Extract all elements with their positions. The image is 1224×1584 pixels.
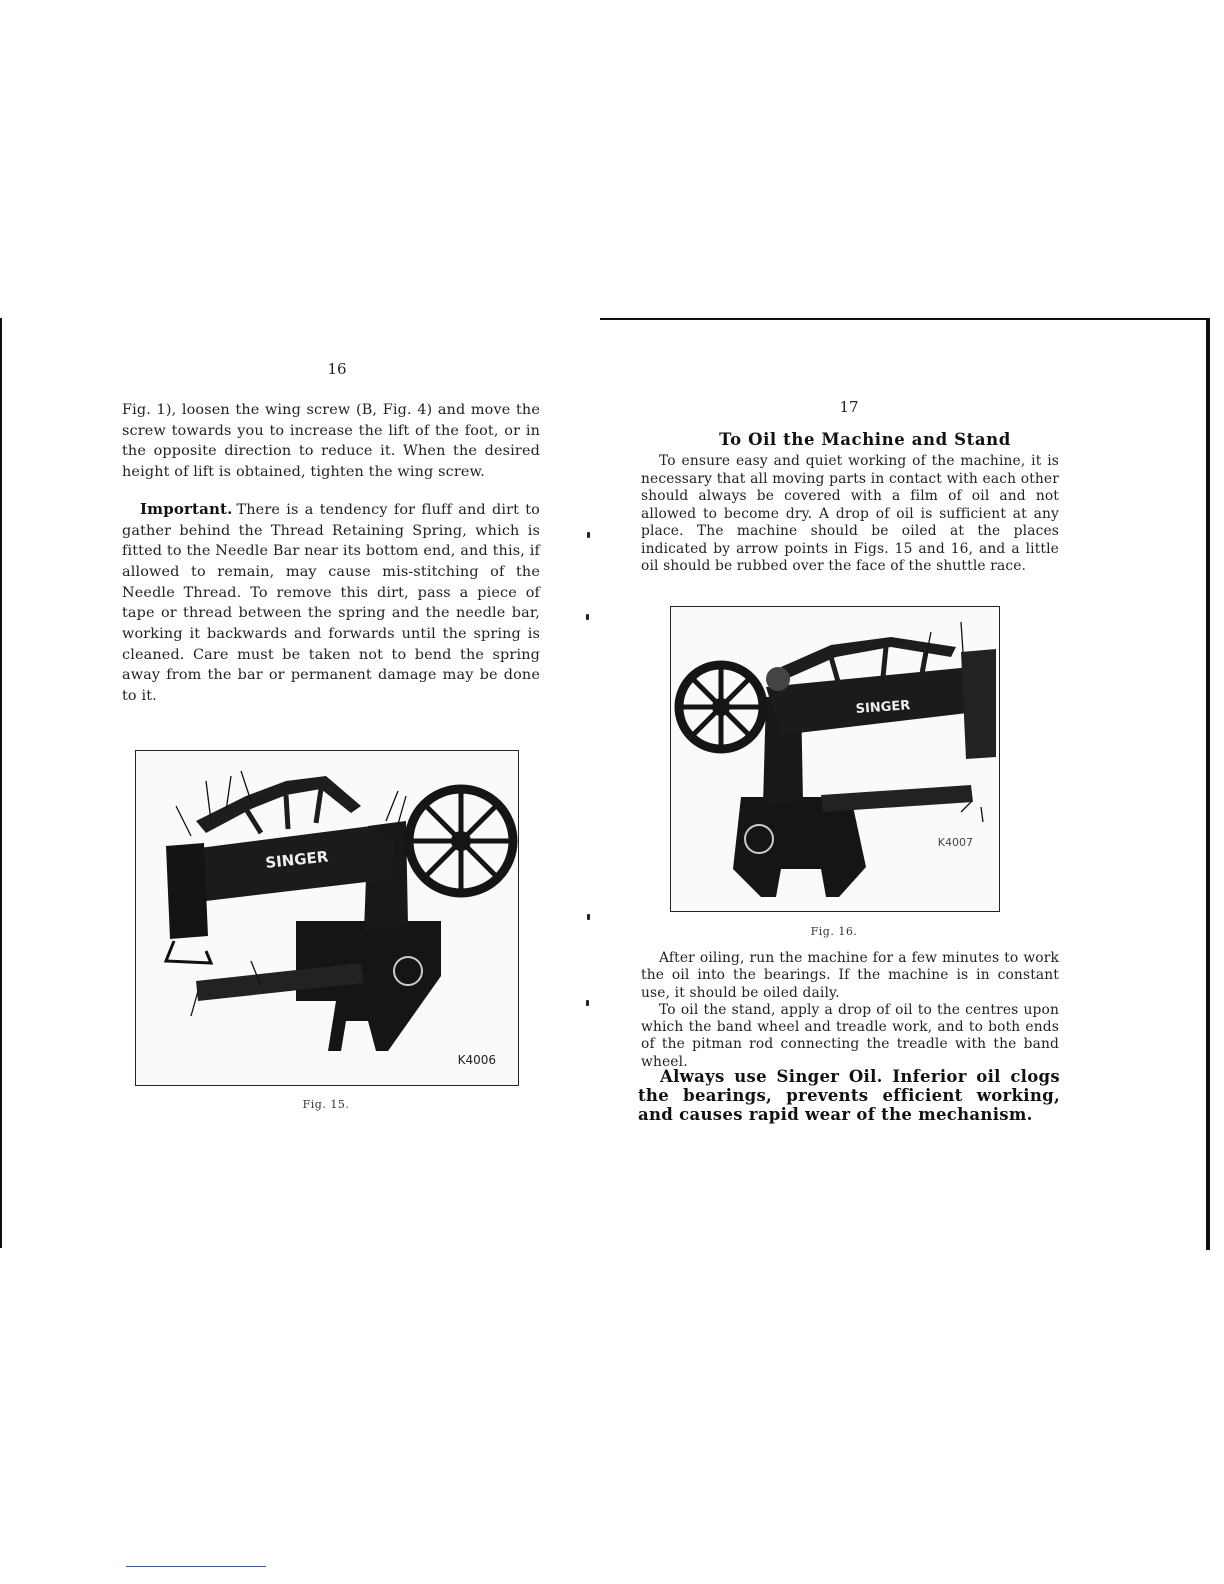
paragraph-important bbox=[122, 499, 540, 707]
page-number-right: 17 bbox=[839, 398, 859, 416]
figure-16-frame bbox=[670, 606, 1000, 912]
important-label: Important. bbox=[140, 499, 233, 518]
sewing-machine-illustration-15 bbox=[136, 751, 518, 1085]
figure-16-caption: Fig. 16. bbox=[810, 925, 858, 938]
paragraph-oiling-intro: To ensure easy and quiet working of the machine, it is necessary that all moving parts in contact with each other should always be covered with a film of oil and not allowed to become dry. A drop of oil is sufficient at any place. The machine should be oiled at the places indicated by arrow points in Figs. 15 and 16, and a little oil should be rubbed over the face of the shuttle race. bbox=[641, 453, 1059, 574]
sewing-machine-illustration-16 bbox=[671, 607, 999, 911]
paragraph-oil-stand: To oil the stand, apply a drop of oil to the centres upon which the band wheel and treadle work, and to both ends of the pitman rod connecting the treadle with the band wheel. bbox=[641, 1001, 1059, 1070]
figure-15-frame bbox=[135, 750, 519, 1086]
page-number-left: 16 bbox=[327, 360, 347, 378]
machine-brand-label-15: SINGER bbox=[264, 847, 330, 872]
scan-bottom-rule bbox=[126, 1566, 266, 1567]
left-text-block bbox=[122, 400, 540, 707]
machine-brand-label-16: SINGER bbox=[855, 698, 911, 717]
right-text-block-bottom bbox=[641, 950, 1059, 1071]
important-text: There is a tendency for fluff and dirt to gather behind the Thread Retaining Spring, which is fitted to the Needle Bar near its bottom end, and this, if allowed to remain, may cause mis-stitching of the Needle Thread. To remove this dirt, pass a piece of tape or thread between the spring and the needle bar, working it backwards and forwards until the spring is cleaned. Care must be taken not to bend the spring away from the bar or permanent damage may be done to it. bbox=[122, 501, 540, 705]
gutter-mark bbox=[587, 914, 590, 920]
right-page bbox=[600, 318, 1210, 1248]
singer-oil-notice-text: Always use Singer Oil. Inferior oil clogs the bearings, prevents efficient working, and causes rapid wear of the mechanism. bbox=[638, 1067, 1060, 1124]
singer-oil-notice bbox=[638, 1068, 1060, 1124]
section-heading-oiling: To Oil the Machine and Stand bbox=[719, 430, 1011, 449]
paragraph-after-oiling: After oiling, run the machine for a few minutes to work the oil into the bearings. If the machine is in constant use, it should be oiled daily. bbox=[641, 950, 1059, 1001]
figure-16-code: K4007 bbox=[937, 836, 973, 849]
gutter-mark bbox=[586, 614, 589, 620]
figure-15-code: K4006 bbox=[457, 1053, 496, 1067]
gutter-mark bbox=[587, 532, 590, 538]
gutter-mark bbox=[586, 1000, 589, 1006]
figure-15-caption: Fig. 15. bbox=[302, 1098, 350, 1111]
right-text-block-top bbox=[641, 453, 1059, 576]
left-page bbox=[0, 318, 600, 1248]
paragraph-lift-adjustment: Fig. 1), loosen the wing screw (B, Fig. 4) and move the screw towards you to increase the lift of the foot, or in the opposite direction to reduce it. When the desired height of lift is obtained, tighten the wing screw. bbox=[122, 402, 540, 481]
